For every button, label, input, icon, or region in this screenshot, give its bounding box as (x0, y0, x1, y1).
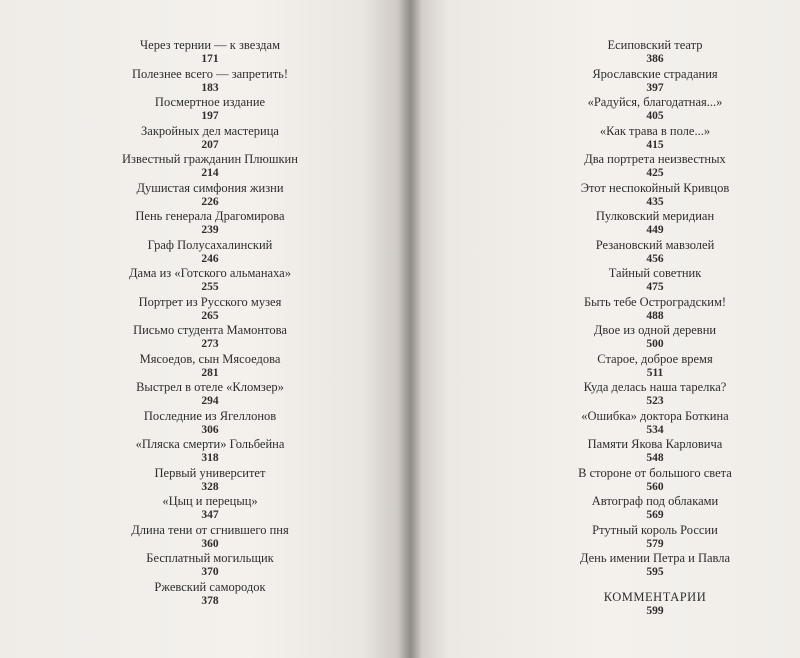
toc-entry (95, 95, 325, 124)
entry-title: «Цыц и перецыц» (162, 494, 258, 508)
toc-entry (95, 494, 325, 523)
entry-page-number: 415 (646, 138, 664, 151)
entry-title: Есиповский театр (607, 38, 703, 52)
entry-page-number: 239 (201, 224, 219, 236)
toc-entry (540, 266, 770, 295)
toc-entry (540, 409, 770, 438)
entry-page-number: 449 (646, 224, 664, 236)
entry-page-number: 405 (646, 110, 664, 122)
toc-entry (95, 266, 325, 295)
toc-entry (95, 466, 325, 495)
entry-page-number: 500 (646, 338, 664, 350)
entry-page-number: 318 (201, 452, 219, 464)
entry-page-number: 207 (201, 138, 219, 151)
toc-entry (540, 238, 770, 267)
entry-page-number: 183 (201, 81, 219, 94)
entry-page-number: 360 (201, 537, 219, 550)
entry-title: «Как трава в поле...» (599, 123, 711, 138)
entry-page-number: 386 (646, 53, 664, 65)
toc-entry (95, 551, 325, 580)
entry-title: Длина тени от сгнившего пня (131, 522, 289, 537)
entry-title: Тайный советник (608, 266, 702, 280)
toc-entry (540, 209, 770, 238)
entry-title: Быть тебе Остроградским! (583, 294, 727, 309)
toc-entry (95, 238, 325, 267)
toc-entry (540, 494, 770, 523)
entry-page-number: 511 (646, 366, 664, 379)
entry-page-number: 306 (201, 423, 219, 436)
entry-title: Куда делась наша тарелка? (583, 380, 727, 394)
toc-entry (95, 181, 325, 210)
entry-title: «Пляска смерти» Гольбейна (135, 437, 285, 451)
entry-title: В стороне от большого света (578, 465, 732, 480)
entry-title: Резановский мавзолей (595, 237, 715, 252)
toc-entry (95, 580, 325, 609)
entry-title: Мясоедов, сын Мясоедова (139, 351, 281, 366)
entry-page-number: 456 (646, 252, 664, 265)
entry-title: Ржевский самородок (154, 579, 266, 594)
toc-entry (540, 181, 770, 210)
entry-page-number: 281 (201, 366, 219, 379)
toc-entry (540, 551, 770, 580)
toc-right-list (540, 38, 770, 580)
entry-page-number: 347 (201, 509, 219, 521)
entry-title: Ртутный король России (592, 522, 718, 537)
toc-entry (540, 95, 770, 124)
toc-entry (540, 124, 770, 153)
toc-entry (95, 352, 325, 381)
entry-page-number: 265 (201, 309, 219, 322)
entry-page-number: 435 (646, 195, 664, 208)
toc-entry (95, 380, 325, 409)
entry-page-number: 246 (201, 252, 219, 265)
entry-title: «Ошибка» доктора Боткина (581, 408, 729, 423)
entry-title: Выстрел в отеле «Кломзер» (136, 380, 284, 394)
entry-title: Последние из Ягеллонов (143, 408, 277, 423)
toc-entry (95, 209, 325, 238)
entry-title: Полезнее всего — запретить! (131, 66, 289, 81)
entry-page-number: 579 (646, 537, 664, 550)
toc-entry (540, 466, 770, 495)
entry-title: Душистая симфония жизни (136, 180, 284, 195)
entry-page-number: 294 (201, 395, 219, 407)
entry-title: Письмо студента Мамонтова (133, 323, 287, 337)
entry-title: Этот неспокойный Кривцов (580, 180, 730, 195)
entry-title: Дама из «Готского альманаха» (129, 266, 291, 280)
entry-page-number: 425 (646, 167, 664, 179)
entry-page-number: 255 (201, 281, 219, 293)
toc-comments-entry (540, 590, 770, 617)
comments-page-number: 599 (646, 605, 664, 617)
toc-entry (95, 152, 325, 181)
entry-title: Через тернии — к звездам (140, 38, 280, 52)
entry-title: Известный гражданин Плюшкин (122, 152, 298, 166)
entry-page-number: 328 (201, 480, 219, 493)
entry-title: Старое, доброе время (597, 351, 713, 366)
toc-entry (540, 437, 770, 466)
toc-entry (540, 380, 770, 409)
entry-page-number: 226 (201, 195, 219, 208)
toc-entry (95, 295, 325, 324)
right-page (410, 0, 800, 658)
entry-title: День имении Петра и Павла (579, 551, 731, 565)
toc-entry (540, 523, 770, 552)
entry-title: Два портрета неизвестных (584, 152, 726, 166)
toc-entry (95, 409, 325, 438)
toc-entry (540, 38, 770, 67)
comments-title: КОММЕНТАРИИ (603, 590, 707, 604)
entry-page-number: 488 (646, 309, 664, 322)
entry-title: Ярославские страдания (592, 66, 718, 81)
entry-page-number: 397 (646, 81, 664, 94)
entry-page-number: 523 (646, 395, 664, 407)
entry-title: Двое из одной деревни (593, 323, 717, 337)
entry-page-number: 214 (201, 167, 219, 179)
entry-page-number: 370 (201, 566, 219, 578)
toc-entry (540, 152, 770, 181)
entry-page-number: 475 (646, 281, 664, 293)
entry-title: «Радуйся, благодатная...» (587, 95, 723, 109)
entry-title: Граф Полусахалинский (147, 237, 273, 252)
entry-page-number: 273 (201, 338, 219, 350)
entry-title: Посмертное издание (154, 95, 266, 109)
toc-entry (95, 323, 325, 352)
entry-page-number: 569 (646, 509, 664, 521)
toc-entry (540, 67, 770, 96)
toc-entry (95, 437, 325, 466)
entry-title: Памяти Якова Карловича (587, 437, 723, 451)
entry-title: Пулковский меридиан (595, 209, 715, 223)
toc-entry (95, 67, 325, 96)
toc-entry (95, 124, 325, 153)
toc-left-list (95, 38, 325, 608)
entry-title: Пень генерала Драгомирова (135, 209, 285, 223)
entry-page-number: 534 (646, 423, 664, 436)
toc-entry (540, 295, 770, 324)
entry-title: Бесплатный могильщик (146, 551, 274, 565)
entry-title: Автограф под облаками (591, 494, 719, 508)
entry-page-number: 548 (646, 452, 664, 464)
entry-page-number: 197 (201, 110, 219, 122)
toc-entry (540, 352, 770, 381)
entry-title: Закройных дел мастерица (141, 123, 279, 138)
entry-title: Портрет из Русского музея (138, 294, 282, 309)
entry-page-number: 378 (201, 594, 219, 607)
toc-entry (540, 323, 770, 352)
entry-page-number: 560 (646, 480, 664, 493)
toc-entry (95, 38, 325, 67)
entry-title: Первый университет (154, 465, 266, 480)
toc-entry (95, 523, 325, 552)
entry-page-number: 171 (201, 53, 219, 65)
entry-page-number: 595 (646, 566, 664, 578)
